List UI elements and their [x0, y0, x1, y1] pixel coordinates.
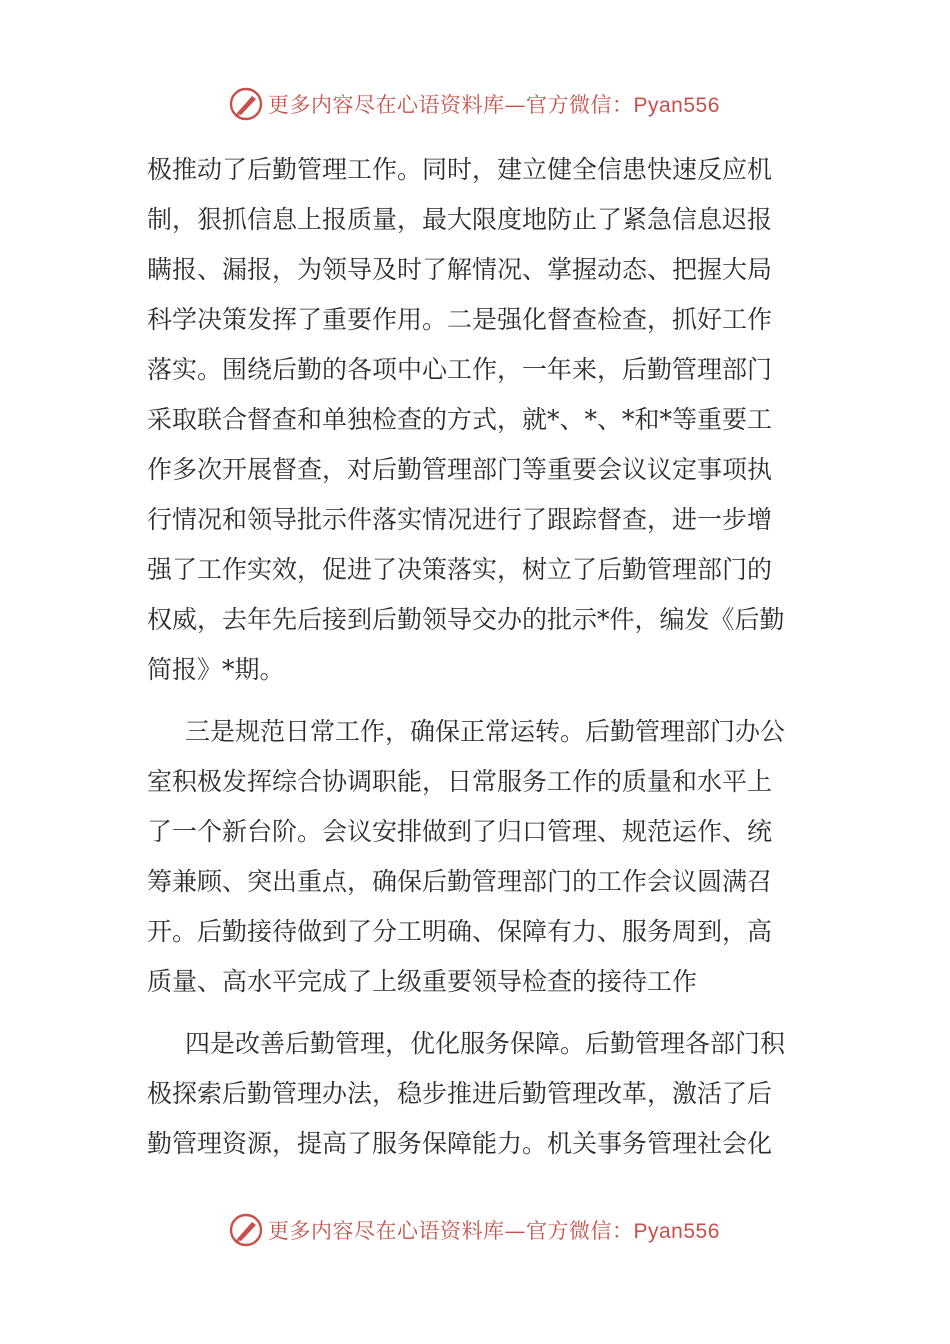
text-line: 制，狠抓信息上报质量，最大限度地防止了紧急信息迟报 — [147, 205, 773, 234]
text-line: 极推动了后勤管理工作。同时，建立健全信患快速反应机 — [147, 155, 773, 184]
text-line: 开。后勤接待做到了分工明确、保障有力、服务周到，高 — [147, 917, 773, 946]
document-body — [147, 145, 807, 1169]
text-line: 权威，去年先后接到后勤领导交办的批示*件，编发《后勤 — [147, 605, 785, 634]
text-line: 科学决策发挥了重要作用。二是强化督查检查，抓好工作 — [147, 305, 773, 334]
text-line: 瞒报、漏报，为领导及时了解情况、掌握动态、把握大局 — [147, 255, 773, 284]
text-line: 落实。围绕后勤的各项中心工作，一年来，后勤管理部门 — [147, 355, 773, 384]
paragraph — [147, 1019, 807, 1169]
text-line: 四是改善后勤管理，优化服务保障。后勤管理各部门积 — [185, 1029, 786, 1058]
footer-wechat-id: Pyan556 — [633, 1220, 720, 1243]
header-wechat-id: Pyan556 — [633, 94, 720, 117]
header-text: 更多内容尽在心语资料库—官方微信：Pyan556 — [268, 93, 720, 117]
text-line: 极探索后勤管理办法，稳步推进后勤管理改革，激活了后 — [147, 1079, 773, 1108]
text-line: 强了工作实效，促进了决策落实，树立了后勤管理部门的 — [147, 555, 773, 584]
text-line: 质量、高水平完成了上级重要领导检查的接待工作 — [147, 967, 698, 996]
text-line: 作多次开展督查，对后勤管理部门等重要会议议定事项执 — [147, 455, 773, 484]
footer-text: 更多内容尽在心语资料库—官方微信：Pyan556 — [268, 1219, 720, 1243]
header-banner — [228, 82, 720, 126]
text-line: 了一个新台阶。会议安排做到了归口管理、规范运作、统 — [147, 817, 773, 846]
paragraph — [147, 145, 807, 695]
text-line: 采取联合督查和单独检查的方式，就*、*、*和*等重要工 — [147, 405, 773, 434]
text-line: 行情况和领导批示件落实情况进行了跟踪督查，进一步增 — [147, 505, 773, 534]
text-line: 室积极发挥综合协调职能，日常服务工作的质量和水平上 — [147, 767, 773, 796]
paragraph — [147, 707, 807, 1007]
text-line: 简报》*期。 — [147, 655, 285, 684]
pen-logo-icon — [228, 1212, 264, 1248]
text-line: 筹兼顾、突出重点，确保后勤管理部门的工作会议圆满召 — [147, 867, 773, 896]
footer-banner — [228, 1208, 720, 1252]
text-line: 三是规范日常工作，确保正常运转。后勤管理部门办公 — [185, 717, 786, 746]
pen-logo-icon — [228, 86, 264, 122]
text-line: 勤管理资源，提高了服务保障能力。机关事务管理社会化 — [147, 1129, 773, 1158]
